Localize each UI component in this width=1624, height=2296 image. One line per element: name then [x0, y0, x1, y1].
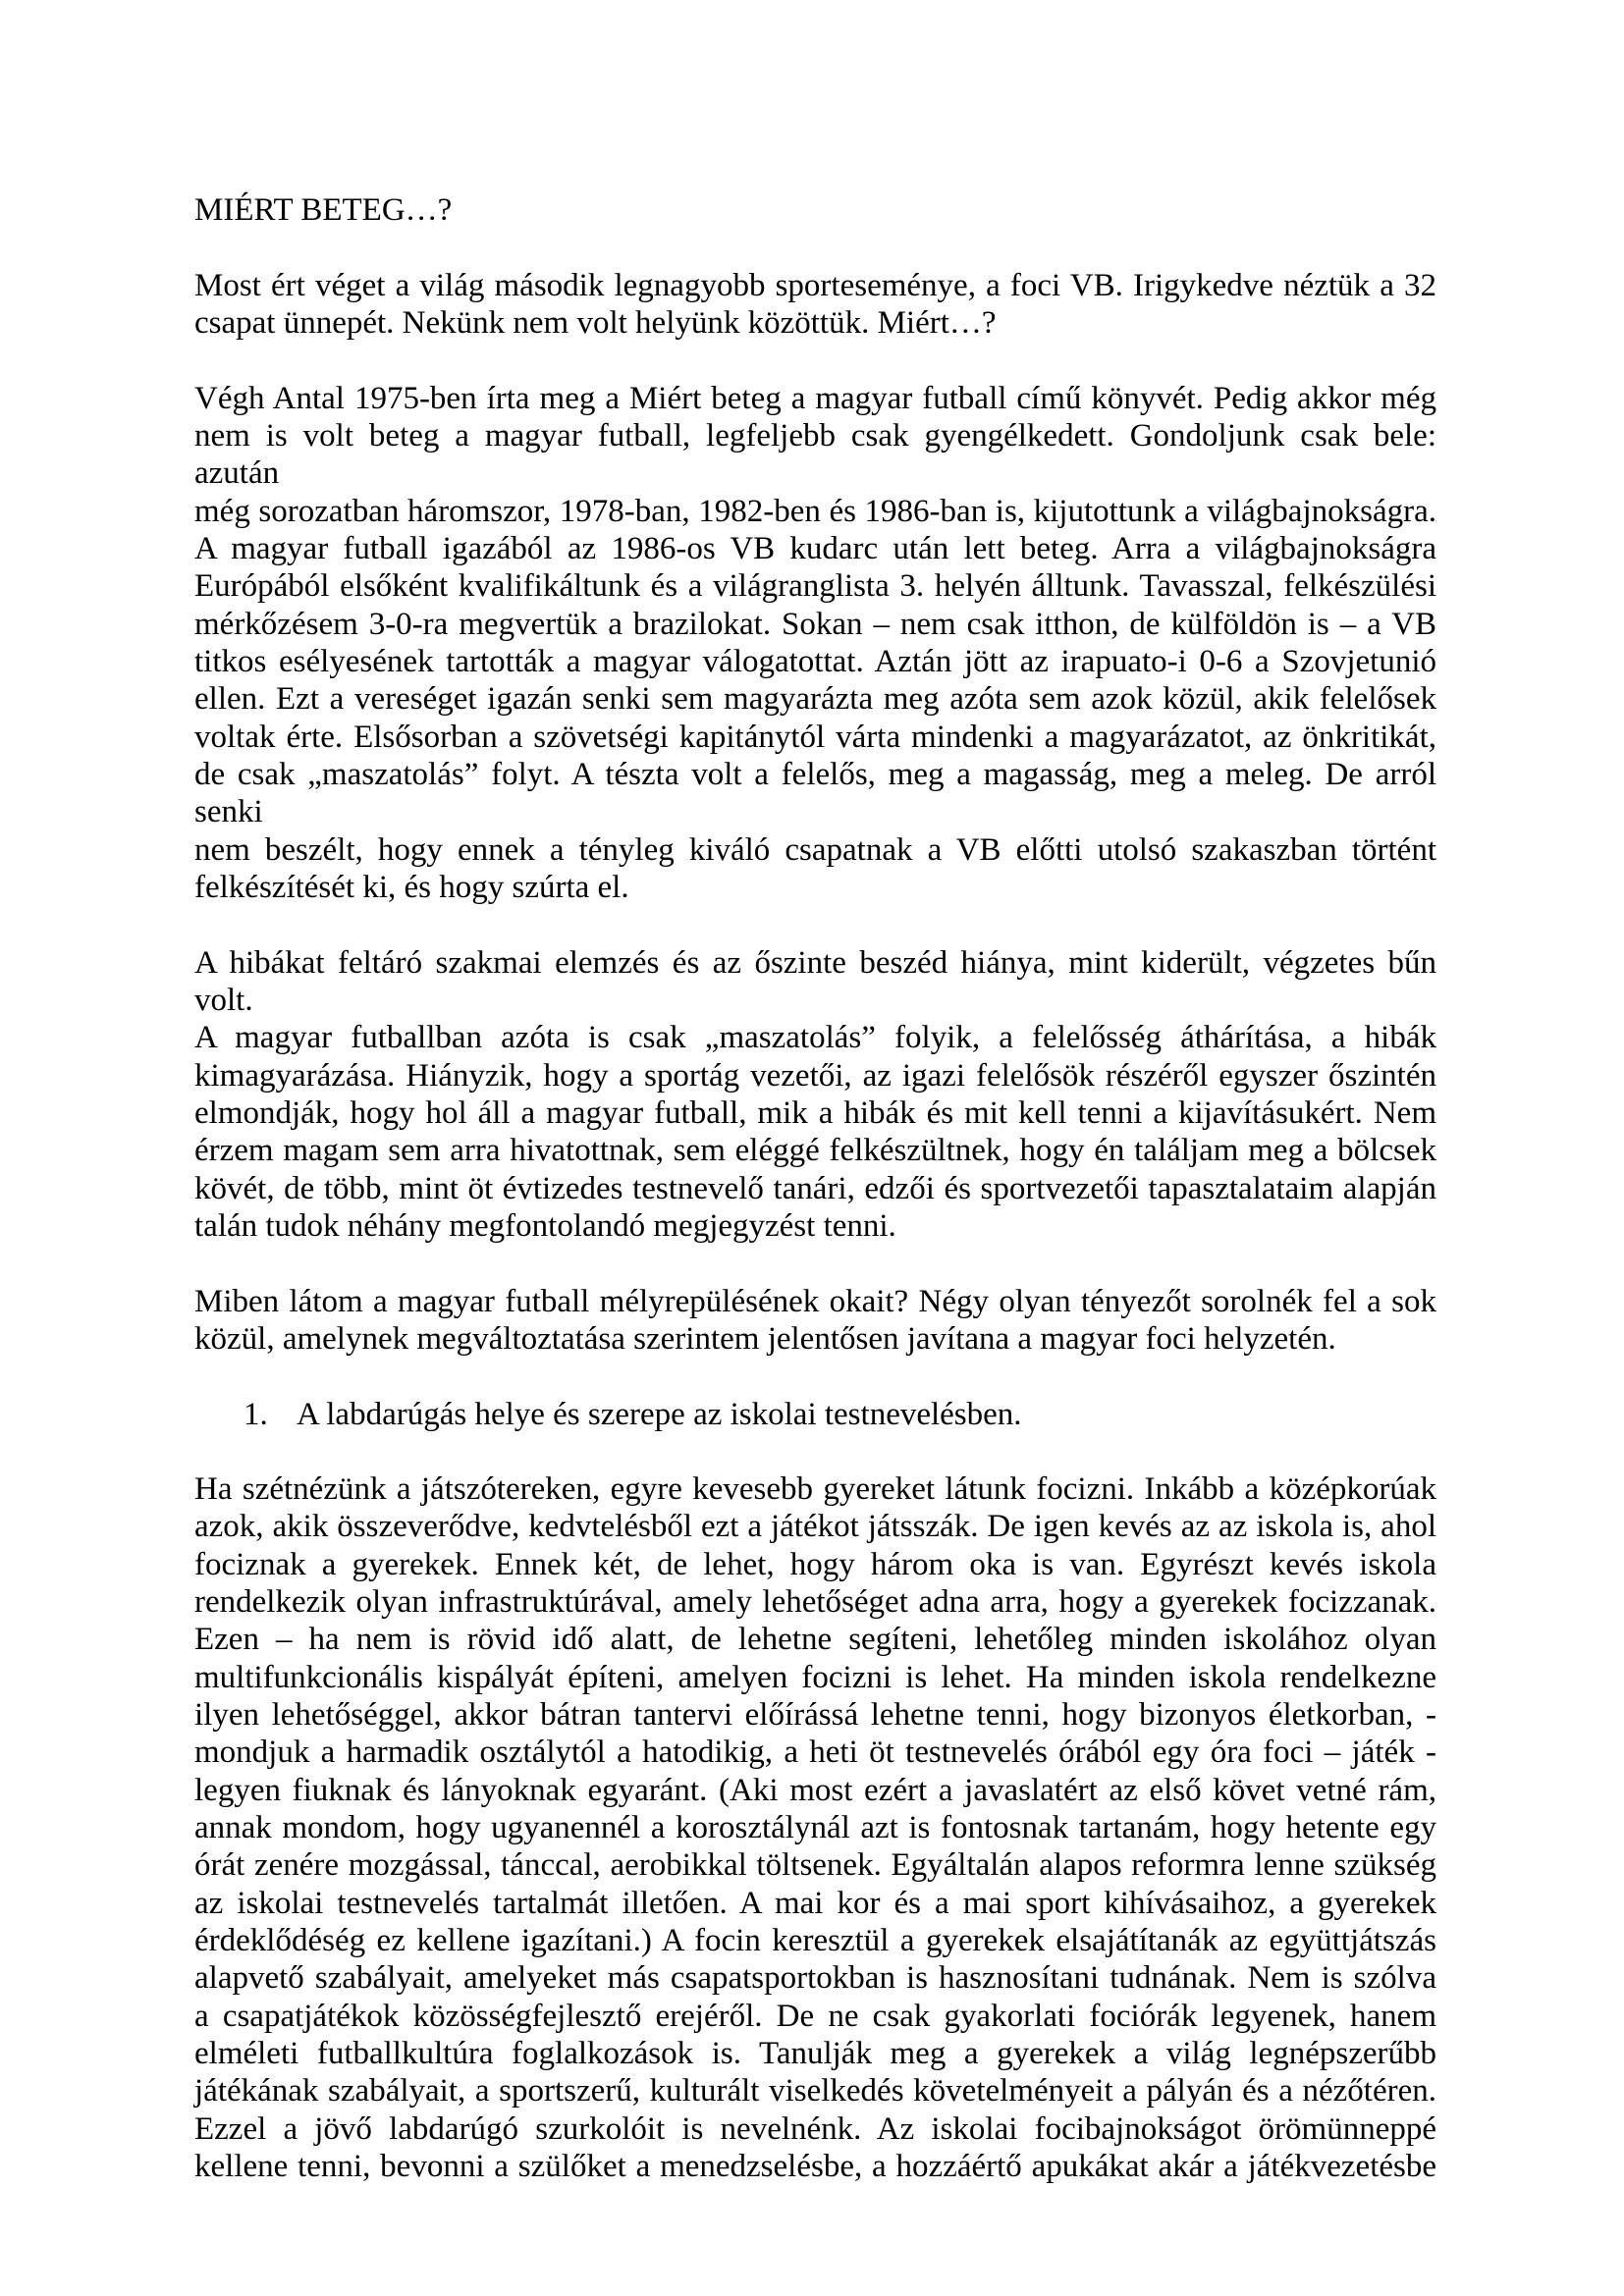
text-line: Ezen – ha nem is rövid idő alatt, de lehetne segíteni, lehetőleg minden iskolához olyan	[194, 1622, 1436, 1658]
list-item-number: 1.	[244, 1396, 268, 1432]
text-line: Európából elsőként kvalifikáltunk és a világranglista 3. helyén álltunk. Tavasszal, felkészülési	[194, 568, 1436, 605]
text-line: voltak érte. Elsősorban a szövetségi kapitánytól várta mindenki a magyarázatot, az önkritikát,	[194, 719, 1436, 755]
text-line: fociznak a gyerekek. Ennek két, de lehet, hogy három oka is van. Egyrészt kevés iskola	[194, 1546, 1436, 1582]
paragraph	[194, 380, 1436, 907]
numbered-list-item	[194, 1396, 1436, 1433]
text-line: játékának szabályait, a sportszerű, kulturált viselkedés követelményeit a pályán és a nézőtéren.	[194, 2073, 1436, 2109]
text-line: érdeklődéség ez kellene igazítani.) A focin keresztül a gyerekek elsajátítanák az együttjátszás	[194, 1923, 1436, 1959]
text-line: mondjuk a harmadik osztálytól a hatodikig, a heti öt testnevelés órából egy óra foci – játék -	[194, 1735, 1436, 1771]
paragraph	[194, 1470, 1436, 2185]
text-line: még sorozatban háromszor, 1978-ban, 1982-ben és 1986-ban is, kijutottunk a világbajnokságra.	[194, 493, 1436, 529]
paragraph	[194, 944, 1436, 1246]
text-line: Ezzel a jövő labdarúgó szurkolóit is nevelnénk. Az iskolai focibajnokságot örömünneppé	[194, 2110, 1436, 2147]
text-line: de csak „maszatolás” folyt. A tészta volt a felelős, meg a magasság, meg a meleg. De arról senki	[194, 756, 1436, 830]
text-line: azok, akik összeverődve, kedvtelésből ezt a játékot játsszák. De igen kevés az az iskola is, ahol	[194, 1509, 1436, 1545]
text-line: annak mondom, hogy ugyanennél a korosztálynál azt is fontosnak tartanám, hogy hetente egy	[194, 1810, 1436, 1846]
text-line: nem beszélt, hogy ennek a tényleg kiváló csapatnak a VB előtti utolsó szakaszban történt	[194, 831, 1436, 868]
text-line: A magyar futballban azóta is csak „maszatolás” folyik, a felelősség áthárítása, a hibák	[194, 1020, 1436, 1056]
text-line: az iskolai testnevelés tartalmát illetően. A mai kor és a mai sport kihívásaihoz, a gyerekek	[194, 1885, 1436, 1921]
text-line: mérkőzésem 3-0-ra megvertük a brazilokat. Sokan – nem csak itthon, de külföldön is – a VB	[194, 606, 1436, 642]
text-line: kimagyarázása. Hiányzik, hogy a sportág vezetői, az igazi felelősök részéről egyszer őszintén	[194, 1057, 1436, 1094]
text-line: alapvető szabályait, amelyeket más csapatsportokban is hasznosítani tudnának. Nem is szólva	[194, 1960, 1436, 1997]
text-line: Most ért véget a világ második legnagyobb sporteseménye, a foci VB. Irigykedve néztük a 32	[194, 267, 1436, 303]
text-line: nem is volt beteg a magyar futball, legfeljebb csak gyengélkedett. Gondoljunk csak bele: azután	[194, 417, 1436, 492]
text-line: Ha szétnézünk a játszótereken, egyre kevesebb gyereket látunk focizni. Inkább a középkorúak	[194, 1471, 1436, 1508]
text-line: elmondják, hogy hol áll a magyar futball, mik a hibák és mit kell tenni a kijavításukért. Nem	[194, 1095, 1436, 1131]
text-line: legyen fiuknak és lányoknak egyaránt. (Aki most ezért a javaslatért az első követ vetné rám,	[194, 1772, 1436, 1808]
document-text-block	[194, 191, 1436, 2185]
text-line: a csapatjátékok közösségfejlesztő erejéről. De ne csak gyakorlati fociórák legyenek, hanem	[194, 1998, 1436, 2034]
text-line: ilyen lehetőséggel, akkor bátran tantervi előírássá lehetne tenni, hogy bizonyos életkorban, -	[194, 1697, 1436, 1734]
text-line: Miben látom a magyar futball mélyrepülésének okait? Négy olyan tényezőt sorolnék fel a sok	[194, 1283, 1436, 1319]
list-item-text: A labdarúgás helye és szerepe az iskolai testnevelésben.	[297, 1396, 1022, 1432]
document-body	[194, 267, 1436, 2186]
text-line: Végh Antal 1975-ben írta meg a Miért beteg a magyar futball című könyvét. Pedig akkor még	[194, 380, 1436, 416]
text-line: A hibákat feltáró szakmai elemzés és az őszinte beszéd hiánya, mint kiderült, végzetes bűn volt.	[194, 944, 1436, 1018]
text-line: ellen. Ezt a vereséget igazán senki sem magyarázta meg azóta sem azok közül, akik felelősek	[194, 681, 1436, 718]
text-line: csapat ünnepét. Nekünk nem volt helyünk közöttük. Miért…?	[194, 304, 997, 341]
paragraph	[194, 267, 1436, 343]
paragraph	[194, 1283, 1436, 1359]
document-title: MIÉRT BETEG…?	[194, 192, 453, 228]
text-line: rendelkezik olyan infrastruktúrával, amely lehetőséget adna arra, hogy a gyerekek focizzanak.	[194, 1584, 1436, 1621]
text-line: érzem magam sem arra hivatottnak, sem eléggé felkészültnek, hogy én találjam meg a bölcsek	[194, 1133, 1436, 1169]
text-line: A magyar futball igazából az 1986-os VB kudarc után lett beteg. Arra a világbajnokságra	[194, 530, 1436, 566]
text-line: közül, amelynek megváltoztatása szerintem jelentősen javítana a magyar foci helyzetén.	[194, 1320, 1336, 1357]
text-line: talán tudok néhány megfontolandó megjegyzést tenni.	[194, 1207, 896, 1244]
text-line: kövét, de több, mint öt évtizedes testnevelő tanári, edzői és sportvezetői tapasztalataim alapján	[194, 1170, 1436, 1206]
text-line: órát zenére mozgással, tánccal, aerobikkal töltsenek. Egyáltalán alapos reformra lenne szükség	[194, 1847, 1436, 1884]
text-line: felkészítését ki, és hogy szúrta el.	[194, 869, 629, 905]
text-line: kellene tenni, bevonni a szülőket a menedzselésbe, a hozzáértő apukákat akár a játékvezetésbe	[194, 2149, 1436, 2185]
text-line: elméleti futballkultúra foglalkozások is. Tanulják meg a gyerekek a világ legnépszerűbb	[194, 2036, 1436, 2072]
text-line: multifunkcionális kispályát építeni, amelyen focizni is lehet. Ha minden iskola rendelkezne	[194, 1659, 1436, 1695]
text-line: titkos esélyesének tartották a magyar válogatottat. Aztán jött az irapuato-i 0-6 a Szovjetunió	[194, 643, 1436, 679]
